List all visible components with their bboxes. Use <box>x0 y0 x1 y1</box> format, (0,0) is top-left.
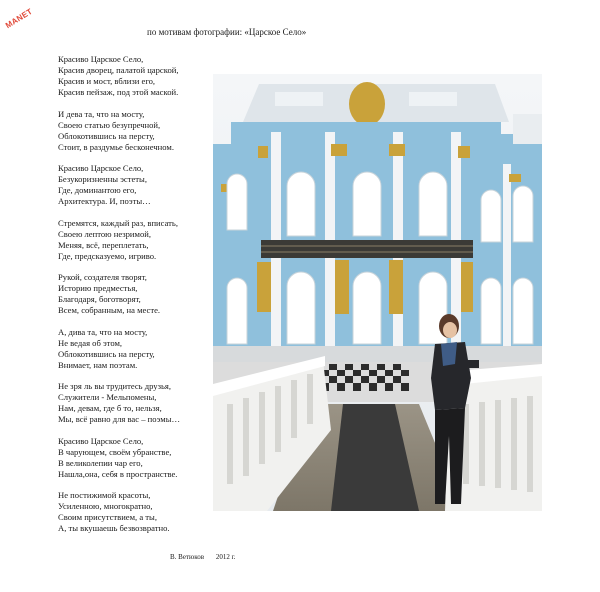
stanza <box>58 54 208 98</box>
poem-line: Не ведая об этом, <box>58 337 123 348</box>
poem-line: А, ты вкушаешь безвозвратно. <box>58 523 170 533</box>
poem-line: Нашла,она, себя в пространстве. <box>58 468 178 479</box>
red-stamp: MANET <box>3 6 35 31</box>
palace-photo <box>213 74 542 511</box>
poem-line: Красиво Царское Село, <box>58 163 144 173</box>
poem-line: Внимает, нам поэтам. <box>58 359 138 370</box>
poem-line: Где, доминантою его, <box>58 185 137 195</box>
poem-line: Нам, девам, где б то, нельзя, <box>58 403 162 413</box>
stanza <box>58 381 208 425</box>
poem-line: Благодаря, боготворят, <box>58 294 141 304</box>
poem-line: Своею лептою незримой, <box>58 228 152 239</box>
stanza <box>58 109 208 153</box>
poem-line: Архитектура. И, поэты… <box>58 196 151 206</box>
poem-line: Стоит, в раздумье бесконечном. <box>58 141 174 152</box>
poem-line: Меняя, всё, переплетать, <box>58 239 149 250</box>
stanza <box>58 218 208 262</box>
stanza <box>58 163 208 207</box>
poem-line: Стремятся, каждый раз, вписать, <box>58 217 178 228</box>
poem-line: Рукой, создателя творят, <box>58 272 147 282</box>
poem-line: А, дива та, что на мосту, <box>58 326 148 337</box>
poem-line: В чарующем, своём убранстве, <box>58 446 172 457</box>
poem-line: Мы, всё равно для вас – поэмы… <box>58 414 181 424</box>
signature <box>170 553 245 561</box>
poem-line: Всем, собранным, на месте. <box>58 305 161 315</box>
poem-line: Красив дворец, палатой царской, <box>58 65 179 75</box>
palace-illustration <box>213 74 542 511</box>
poem-line: Усиленною, многократно, <box>58 501 153 511</box>
poem-line: Красиво Царское Село, <box>58 435 144 446</box>
stanza <box>58 327 208 371</box>
poem-line: Своим присутствием, а ты, <box>58 512 157 522</box>
poem-line: Не зря ль вы трудитесь друзья, <box>58 381 172 391</box>
poem-line: Историю предместья, <box>58 283 138 293</box>
page-subtitle: по мотивам фотографии: «Царское Село» <box>147 27 307 37</box>
poem-line: И дева та, что на мосту, <box>58 108 145 119</box>
poem-line: Своею статью безупречной, <box>58 119 161 130</box>
poem-line: Красиво Царское Село, <box>58 54 144 64</box>
poem-line: Красив пейзаж, под этой маской. <box>58 87 179 97</box>
poem-line: Служители - Мельпомены, <box>58 392 157 402</box>
author-name: В. Ветюков <box>170 553 205 561</box>
poem-line: Где, предсказуемо, игриво. <box>58 250 157 261</box>
poem-line: Не постижимой красоты, <box>58 490 151 500</box>
stanza <box>58 436 208 480</box>
year: 2012 г. <box>215 553 236 561</box>
poem <box>58 54 208 545</box>
poem-line: Облокотившись на персту, <box>58 130 155 141</box>
stanza <box>58 272 208 316</box>
poem-line: Облокотившись на персту, <box>58 348 155 359</box>
poem-line: Безукоризненны эстеты, <box>58 174 147 184</box>
poem-line: Красив и мост, вблизи его, <box>58 76 156 86</box>
poem-line: В великолепии чар его, <box>58 457 143 468</box>
stanza <box>58 490 208 534</box>
